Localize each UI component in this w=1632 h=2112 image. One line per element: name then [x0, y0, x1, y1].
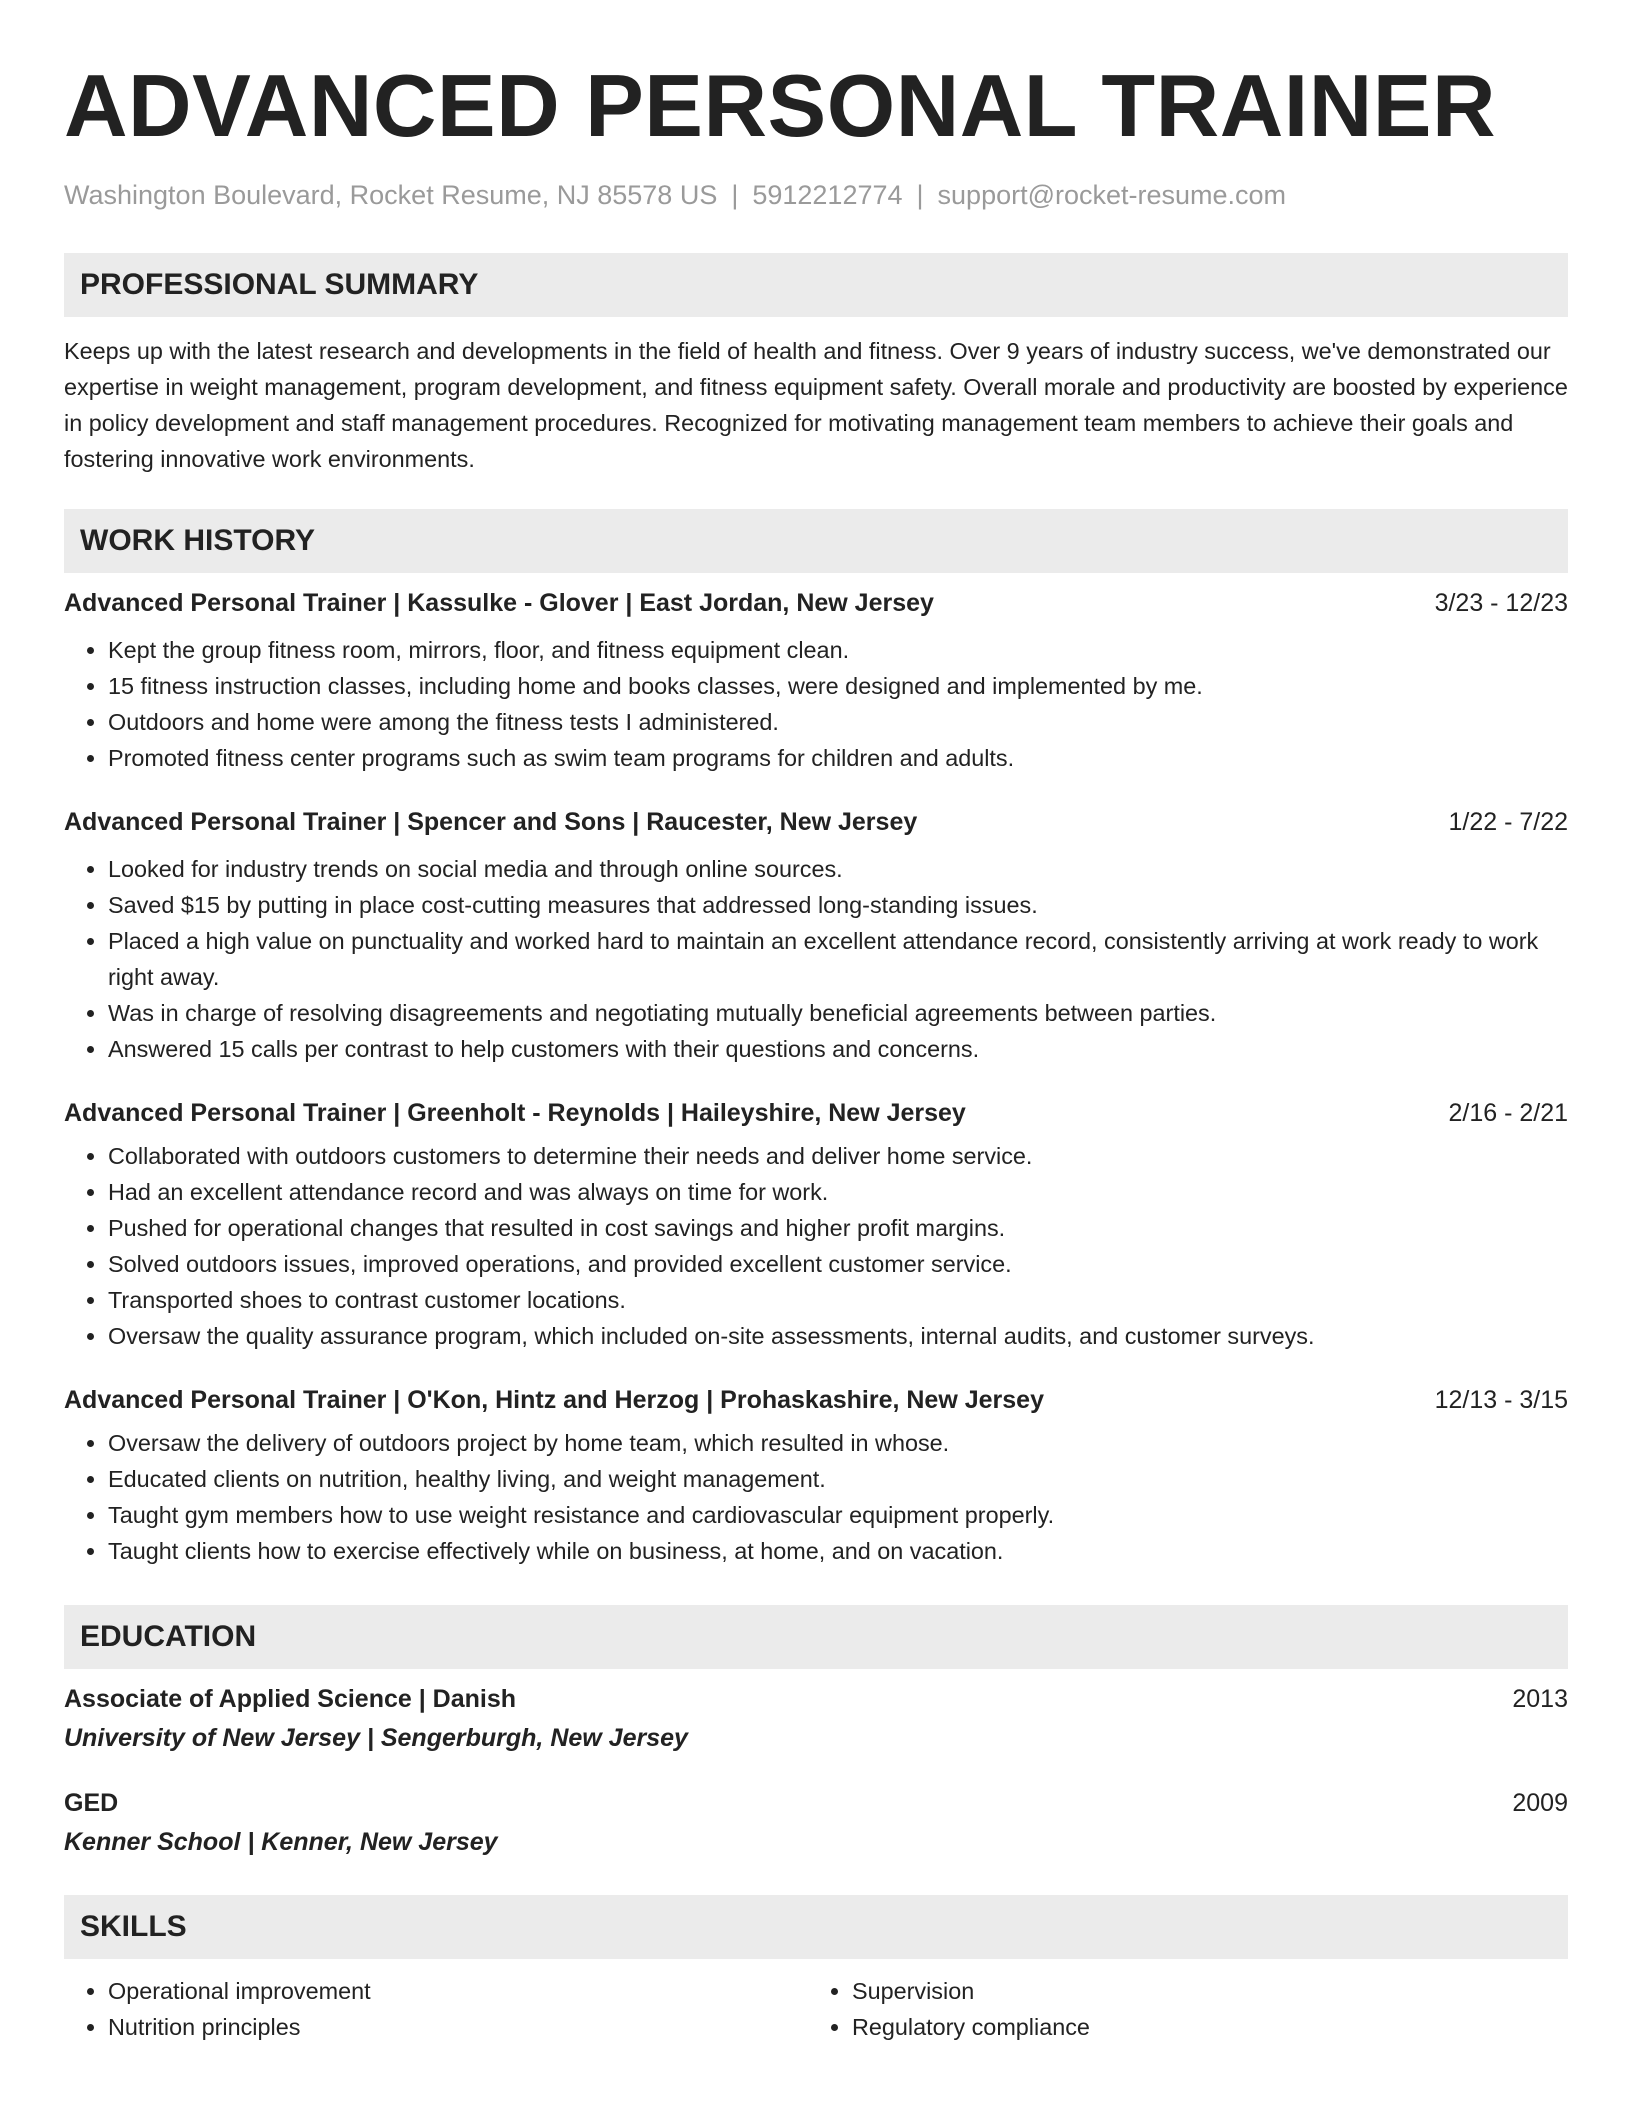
job-title: Advanced Personal Trainer | O'Kon, Hintz and Herzog | Prohaskashire, New Jersey: [64, 1386, 1044, 1414]
job-dates: 3/23 - 12/23: [1434, 589, 1568, 617]
job-bullets: [64, 1138, 1568, 1354]
job-bullets: [64, 851, 1568, 1067]
job-dates: 1/22 - 7/22: [1448, 808, 1568, 836]
job-bullets: [64, 632, 1568, 776]
job-dates: 12/13 - 3/15: [1434, 1386, 1568, 1414]
list-item: • Answered 15 calls per contrast to help customers with their questions and concerns.: [108, 1031, 1568, 1067]
contact-phone: 5912212774: [752, 180, 903, 210]
summary-text: Keeps up with the latest research and developments in the field of health and fitness. Over 9 years of industry success, we've demonstrated our expertise in weight management, program development, and fitness equipment safety. Overall morale and productivity are boosted by experience in policy development and staff management procedures. Recognized for motivating management team members to achieve their goals and fostering innovative work environments.: [64, 338, 1568, 472]
education-year: 2009: [1512, 1789, 1568, 1817]
list-item: • Kept the group fitness room, mirrors, floor, and fitness equipment clean.: [108, 632, 1568, 668]
job-dates: 2/16 - 2/21: [1448, 1099, 1568, 1127]
skills-list: [64, 1973, 1568, 2045]
education-entry: [64, 1789, 1568, 1857]
contact-address: Washington Boulevard, Rocket Resume, NJ 85578 US: [64, 180, 718, 210]
education-year: 2013: [1512, 1685, 1568, 1713]
education-header: [64, 1685, 1568, 1714]
list-item: • Saved $15 by putting in place cost-cutting measures that addressed long-standing issues.: [108, 887, 1568, 923]
education-school: University of New Jersey | Sengerburgh, New Jersey: [64, 1724, 688, 1752]
education-degree: GED: [64, 1789, 119, 1817]
education-header: [64, 1789, 1568, 1818]
list-item: • Solved outdoors issues, improved operations, and provided excellent customer service.: [108, 1246, 1568, 1282]
list-item: • Collaborated with outdoors customers to determine their needs and deliver home service.: [108, 1138, 1568, 1174]
section-heading-skills: SKILLS: [64, 1895, 1568, 1959]
job-title: Advanced Personal Trainer | Kassulke - Glover | East Jordan, New Jersey: [64, 589, 934, 617]
contact-email: support@rocket-resume.com: [937, 180, 1287, 210]
job-header: [64, 589, 1568, 618]
contact-separator: |: [731, 180, 739, 210]
section-heading-summary: PROFESSIONAL SUMMARY: [64, 253, 1568, 317]
job-entry: [64, 1099, 1568, 1354]
education-degree: Associate of Applied Science | Danish: [64, 1685, 517, 1713]
list-item: • Educated clients on nutrition, healthy living, and weight management.: [108, 1461, 1568, 1497]
list-item: • Was in charge of resolving disagreements and negotiating mutually beneficial agreements between parties.: [108, 995, 1568, 1031]
list-item: • Oversaw the delivery of outdoors project by home team, which resulted in whose.: [108, 1425, 1568, 1461]
job-header: [64, 808, 1568, 837]
job-title: Advanced Personal Trainer | Greenholt - Reynolds | Haileyshire, New Jersey: [64, 1099, 966, 1127]
list-item: • 15 fitness instruction classes, including home and books classes, were designed and implemented by me.: [108, 668, 1568, 704]
contact-separator: |: [916, 180, 924, 210]
list-item: • Outdoors and home were among the fitness tests I administered.: [108, 704, 1568, 740]
job-header: [64, 1386, 1568, 1415]
list-item: • Regulatory compliance: [852, 2009, 1552, 2045]
list-item: • Pushed for operational changes that resulted in cost savings and higher profit margins.: [108, 1210, 1568, 1246]
list-item: • Transported shoes to contrast customer locations.: [108, 1282, 1568, 1318]
contact-line: [64, 180, 1568, 211]
list-item: • Supervision: [852, 1973, 1552, 2009]
list-item: • Nutrition principles: [108, 2009, 808, 2045]
skills-column-right: [808, 1973, 1552, 2045]
job-header: [64, 1099, 1568, 1128]
list-item: • Taught gym members how to use weight resistance and cardiovascular equipment properly.: [108, 1497, 1568, 1533]
list-item: • Looked for industry trends on social media and through online sources.: [108, 851, 1568, 887]
job-bullets: [64, 1425, 1568, 1569]
job-entry: [64, 808, 1568, 1067]
section-heading-work-history: WORK HISTORY: [64, 509, 1568, 573]
section-heading-education: EDUCATION: [64, 1605, 1568, 1669]
list-item: • Oversaw the quality assurance program, which included on-site assessments, internal audits, and customer surveys.: [108, 1318, 1568, 1354]
job-title: Advanced Personal Trainer | Spencer and Sons | Raucester, New Jersey: [64, 808, 918, 836]
list-item: • Had an excellent attendance record and was always on time for work.: [108, 1174, 1568, 1210]
skills-column-left: [64, 1973, 808, 2045]
education-school: Kenner School | Kenner, New Jersey: [64, 1828, 498, 1856]
job-entry: [64, 1386, 1568, 1569]
list-item: • Taught clients how to exercise effectively while on business, at home, and on vacation.: [108, 1533, 1568, 1569]
education-entry: [64, 1685, 1568, 1753]
list-item: • Promoted fitness center programs such as swim team programs for children and adults.: [108, 740, 1568, 776]
job-entry: [64, 589, 1568, 776]
list-item: • Operational improvement: [108, 1973, 808, 2009]
list-item: • Placed a high value on punctuality and worked hard to maintain an excellent attendance record, consistently arriving at work ready to work right away.: [108, 923, 1568, 995]
resume-name: ADVANCED PERSONAL TRAINER: [64, 56, 1497, 155]
